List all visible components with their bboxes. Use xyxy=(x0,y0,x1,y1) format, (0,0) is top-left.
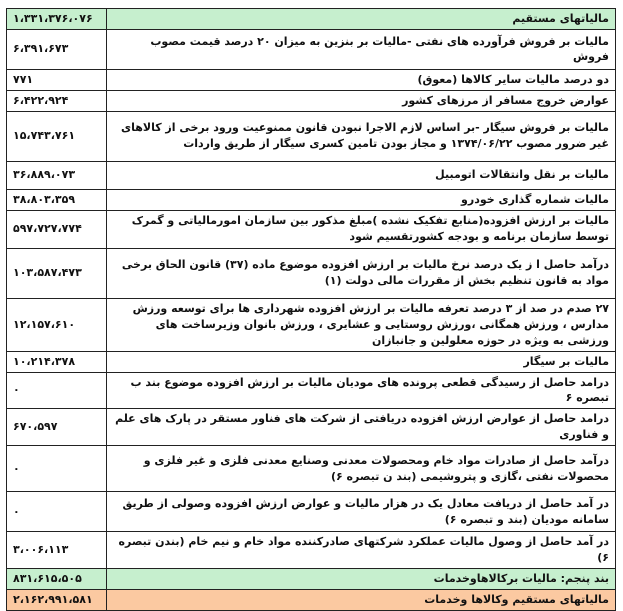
description-cell: بند پنجم: مالیات برکالاهاوخدمات xyxy=(107,569,616,590)
table-row xyxy=(7,298,616,351)
amount-cell: ۳۶،۸۸۹،۰۷۳ xyxy=(7,161,107,189)
subtotal-row xyxy=(7,9,616,30)
amount-cell: ۱،۳۳۱،۳۷۶،۰۷۶ xyxy=(7,9,107,30)
description-cell: عوارض خروج مسافر از مرزهای کشور xyxy=(107,90,616,111)
amount-cell: ۱۵،۷۴۳،۷۶۱ xyxy=(7,111,107,161)
amount-cell: ۰ xyxy=(7,492,107,532)
description-cell: درآمد حاصل از صادرات مواد خام ومحصولات معدنی وصنایع معدنی فلزی و غیر فلزی و محصولات نفتی ،گازی و پتروشیمی (بند ن تبصره ۶) xyxy=(107,446,616,492)
amount-cell: ۶،۴۲۲،۹۲۴ xyxy=(7,90,107,111)
description-cell: درامد حاصل از عوارض ارزش افزوده دریافتی از شرکت های فناور مستقر در پارک های علم و فناوری xyxy=(107,409,616,446)
amount-cell: ۳،۰۰۶،۱۱۳ xyxy=(7,532,107,569)
tax-table-body xyxy=(7,9,616,611)
table-row xyxy=(7,29,616,69)
description-cell: مالیاتهای مستقیم وکالاها وخدمات xyxy=(107,590,616,611)
tax-revenue-table xyxy=(6,8,616,611)
table-row xyxy=(7,90,616,111)
table-row xyxy=(7,351,616,372)
amount-cell: ۷۷۱ xyxy=(7,69,107,90)
amount-cell: ۶۷۰،۵۹۷ xyxy=(7,409,107,446)
amount-cell: ۲،۱۶۲،۹۹۱،۵۸۱ xyxy=(7,590,107,611)
table-row xyxy=(7,446,616,492)
description-cell: مالیات بر فروش فرآورده های نفتی -مالیات بر بنزین به میزان ۲۰ درصد قیمت مصوب فروش xyxy=(107,29,616,69)
description-cell: دو درصد مالیات سایر کالاها (معوق) xyxy=(107,69,616,90)
amount-cell: ۱۰،۲۱۴،۳۷۸ xyxy=(7,351,107,372)
description-cell: ۲۷ صدم در صد از ۳ درصد تعرفه مالیات بر ارزش افزوده شهرداری ها برای توسعه ورزش مدارس ، ورزش همگانی ،ورزش روستایی و عشایری ، ورزش بانوان وزیرساخت های ورزشی به ویژه در حوزه معلولین و جانبازان xyxy=(107,298,616,351)
table-row xyxy=(7,161,616,189)
description-cell: مالیات شماره گذاری خودرو xyxy=(107,189,616,210)
amount-cell: ۶،۳۹۱،۶۷۳ xyxy=(7,29,107,69)
table-row xyxy=(7,210,616,248)
description-cell: مالیات بر ارزش افزوده(منابع تفکیک نشده )مبلغ مذکور بین سازمان امورمالیاتی و گمرک توسط سازمان برنامه و بودجه کشورتقسیم شود xyxy=(107,210,616,248)
description-cell: مالیات بر فروش سیگار -بر اساس لازم الاجرا نبودن قانون ممنوعیت ورود برخی از کالاهای غیر ضرور مصوب ۱۳۷۴/۰۶/۲۲ و مجاز بودن تامین کسری سیگار از طریق واردات xyxy=(107,111,616,161)
amount-cell: ۰ xyxy=(7,446,107,492)
amount-cell: ۳۸،۸۰۳،۳۵۹ xyxy=(7,189,107,210)
table-row xyxy=(7,111,616,161)
description-cell: در آمد حاصل از وصول مالیات عملکرد شرکتهای صادرکننده مواد خام و نیم خام (بندن تبصره ۶) xyxy=(107,532,616,569)
description-cell: درامد حاصل از رسیدگی قطعی پرونده های مودیان مالیات بر ارزش افزوده موضوع بند ب تبصره ۶ xyxy=(107,372,616,409)
grand-total-row xyxy=(7,590,616,611)
table-row xyxy=(7,409,616,446)
table-row xyxy=(7,372,616,409)
table-row xyxy=(7,532,616,569)
description-cell: در آمد حاصل از دریافت معادل یک در هزار مالیات و عوارض ارزش افزوده وصولی از طریق سامانه مودیان (بند و تبصره ۶) xyxy=(107,492,616,532)
table-row xyxy=(7,69,616,90)
amount-cell: ۸۳۱،۶۱۵،۵۰۵ xyxy=(7,569,107,590)
description-cell: مالیاتهای مستقیم xyxy=(107,9,616,30)
amount-cell: ۰ xyxy=(7,372,107,409)
description-cell: مالیات بر سیگار xyxy=(107,351,616,372)
description-cell: مالیات بر نقل وانتقالات اتومبیل xyxy=(107,161,616,189)
table-row xyxy=(7,492,616,532)
table-row xyxy=(7,189,616,210)
subtotal-row xyxy=(7,569,616,590)
amount-cell: ۵۹۷،۷۲۷،۷۷۴ xyxy=(7,210,107,248)
amount-cell: ۱۲،۱۵۷،۶۱۰ xyxy=(7,298,107,351)
table-row xyxy=(7,248,616,298)
description-cell: درآمد حاصل ا ز یک درصد نرخ مالیات بر ارزش افزوده موضوع ماده (۳۷) قانون الحاق برخی مواد به قانون تنظیم بخش از مقررات مالی دولت (۱) xyxy=(107,248,616,298)
amount-cell: ۱۰۳،۵۸۷،۴۷۳ xyxy=(7,248,107,298)
